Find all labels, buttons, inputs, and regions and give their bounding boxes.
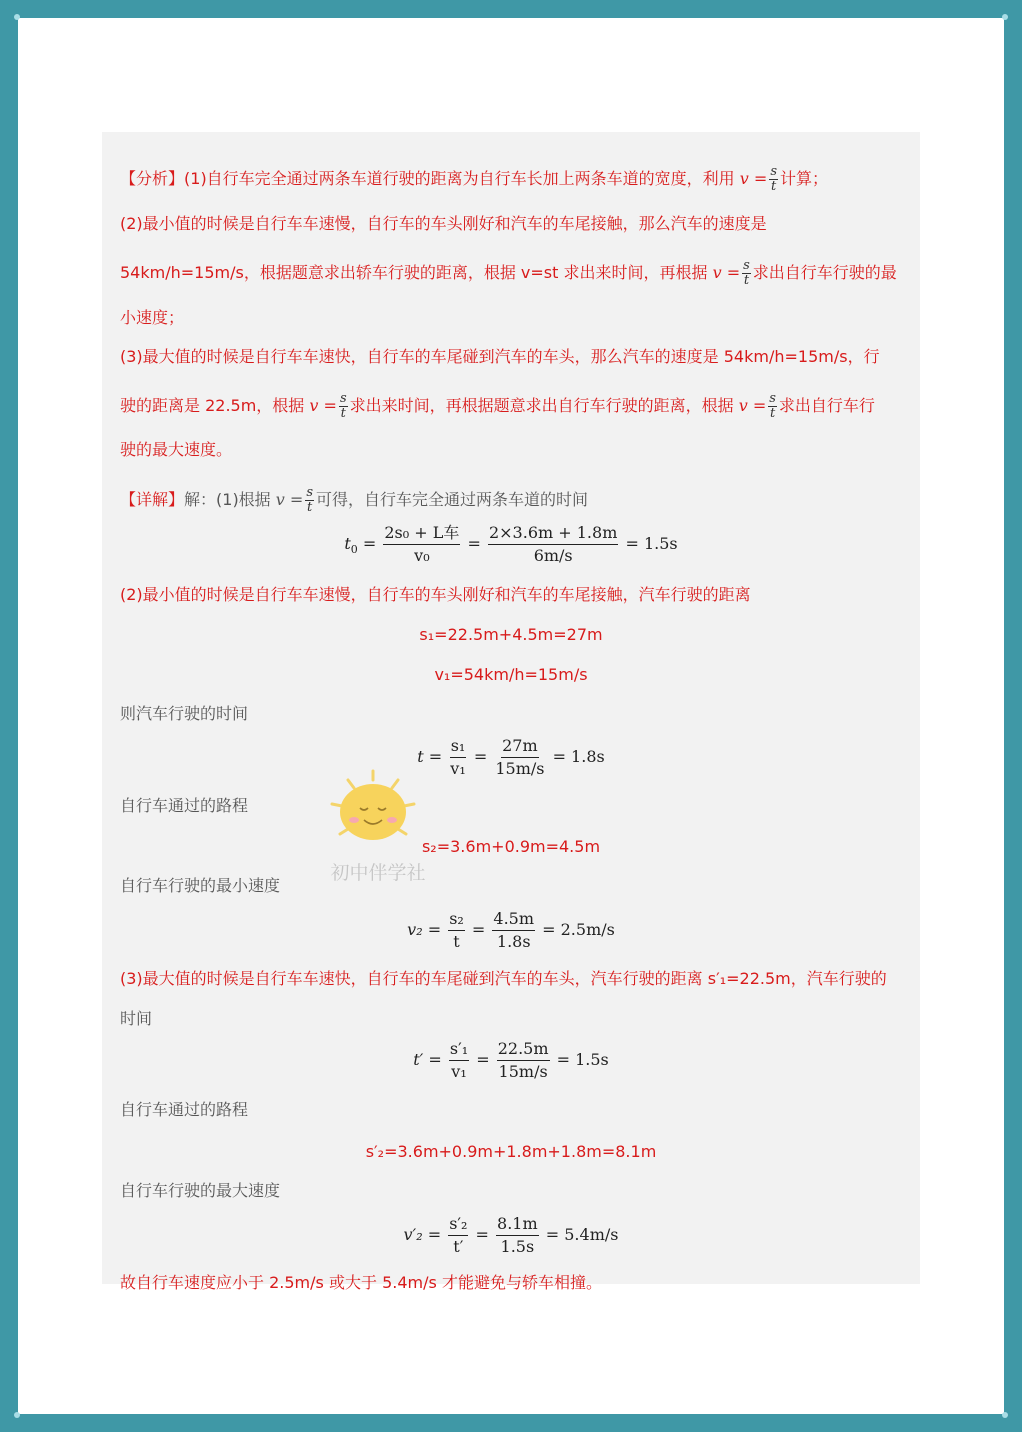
solution-part-2: (2)最小值的时候是自行车车速慢，自行车的车头刚好和汽车的车尾接触，汽车行驶的距离 bbox=[120, 585, 751, 604]
solution-part-3-cont: 时间 bbox=[120, 1009, 153, 1028]
corner-dot bbox=[1002, 14, 1008, 20]
page bbox=[18, 18, 1004, 1414]
solution-part-3: (3)最大值的时候是自行车车速快，自行车的车尾碰到汽车的车头，汽车行驶的距离 s′₁=22.5m，汽车行驶的 bbox=[120, 969, 887, 988]
equation-3: v₂ = $\frac{\text{s₂}}{t}$ = $\frac{4.5m}{1.8s}$ = 2.5m/s bbox=[407, 909, 615, 951]
analysis-line-1: 【分析】(1)自行车完全通过两条车道行驶的距离为自行车长加上两条车道的宽度，利用 v = $\frac{s}{t}$ 计算； bbox=[120, 164, 828, 194]
analysis-line-5: (3)最大值的时候是自行车车速快，自行车的车尾碰到汽车的车头，那么汽车的速度是 54km/h=15m/s，行 bbox=[120, 347, 880, 366]
label-min-speed: 自行车行驶的最小速度 bbox=[120, 876, 281, 895]
fraction: $\frac{s}{t}$ bbox=[770, 164, 777, 194]
label-max-speed: 自行车行驶的最大速度 bbox=[120, 1181, 281, 1200]
corner-dot bbox=[1002, 1412, 1008, 1418]
analysis-line-6: 驶的距离是 22.5m，根据 v = $\frac{s}{t}$ 求出来时间，再根据题意求出自行车行驶的距离，根据 v = $\frac{s}{t}$ 求出自行车行 bbox=[120, 391, 875, 421]
equation-1: $t_0$ = $\frac{\text{2s₀ + L车}}{\text{v₀}}$ = $\frac{2\times 3.6m + 1.8m}{6m/s}$ = 1.5s bbox=[344, 523, 678, 565]
equation-s1: s₁=22.5m+4.5m=27m bbox=[419, 625, 603, 644]
conclusion: 故自行车速度应小于 2.5m/s 或大于 5.4m/s 才能避免与轿车相撞。 bbox=[120, 1273, 602, 1292]
analysis-line-4: 小速度； bbox=[120, 308, 185, 327]
label-bike-path-2: 自行车通过的路程 bbox=[120, 1100, 249, 1119]
analysis-line-3: 54km/h=15m/s，根据题意求出轿车行驶的距离，根据 v=st 求出来时间，再根据 v = $\frac{s}{t}$ 求出自行车行驶的最 bbox=[120, 258, 897, 288]
watermark bbox=[318, 766, 468, 886]
equation-s2: s₂=3.6m+0.9m=4.5m bbox=[421, 837, 601, 856]
label-car-time: 则汽车行驶的时间 bbox=[120, 704, 249, 723]
corner-dot bbox=[14, 1412, 20, 1418]
watermark-text: 初中伴学社 bbox=[330, 862, 426, 884]
equation-4: t′ = $\frac{\text{s′₁}}{\text{v₁}}$ = $\frac{22.5m}{15m/s}$ = 1.5s bbox=[413, 1039, 609, 1081]
equation-2: t = $\frac{\text{s₁}}{\text{v₁}}$ = $\frac{27m}{15m/s}$ = 1.8s bbox=[417, 736, 605, 778]
sun-icon bbox=[318, 766, 438, 861]
equation-5: v′₂ = $\frac{\text{s′₂}}{t'}$ = $\frac{8.1m}{1.5s}$ = 5.4m/s bbox=[403, 1214, 619, 1256]
analysis-line-2: (2)最小值的时候是自行车车速慢，自行车的车头刚好和汽车的车尾接触，那么汽车的速度是 bbox=[120, 214, 767, 233]
analysis-tag: 【分析】 bbox=[120, 169, 185, 188]
solution-intro: 【详解】解：(1)根据 v = $\frac{s}{t}$ 可得，自行车完全通过两条车道的时间 bbox=[120, 485, 588, 515]
analysis-line-7: 驶的最大速度。 bbox=[120, 440, 233, 459]
equation-v1: v₁=54km/h=15m/s bbox=[434, 665, 588, 684]
label-bike-path: 自行车通过的路程 bbox=[120, 796, 249, 815]
solution-tag: 【详解】 bbox=[120, 490, 185, 509]
equation-s2-prime: s′₂=3.6m+0.9m+1.8m+1.8m=8.1m bbox=[365, 1142, 657, 1161]
answer-panel bbox=[102, 132, 920, 1292]
corner-dot bbox=[14, 14, 20, 20]
